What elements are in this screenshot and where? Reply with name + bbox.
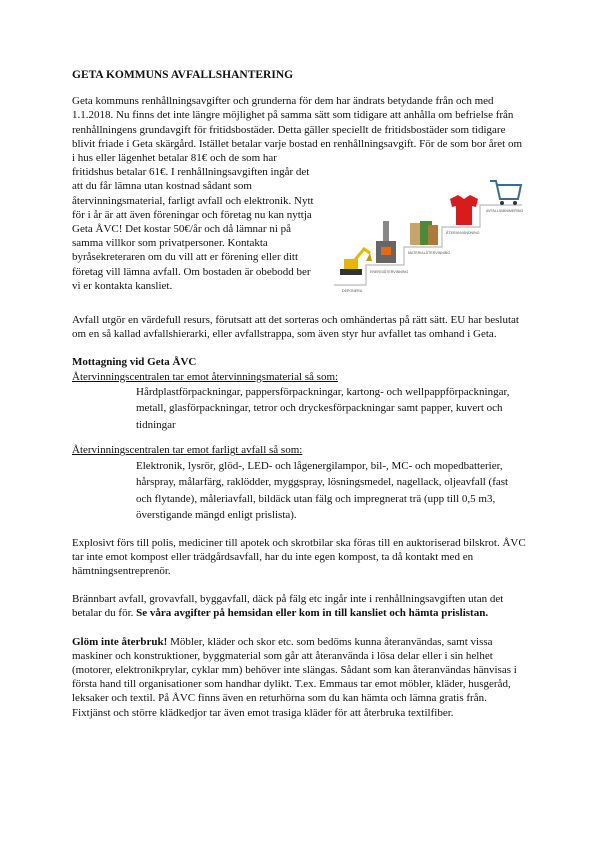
hierarchy-paragraph: Avfall utgör en värdefull resurs, förutsatt att det sorteras och omhändertas på rätt sätt. EU har beslutat om en så kallad avfallshierarki, eller avfallstrappa, som även styr hur avfallet tas omhand i Geta.	[72, 314, 519, 341]
explosives-paragraph: Explosivt förs till polis, mediciner till apotek och skrotbilar ska föras till en auktoriserad bilskrot. ÅVC tar inte emot kompost eller trädgårdsavfall, har du inte egen kompost, ta då kontakt med en hämtningsentreprenör.	[72, 536, 526, 577]
reuse-paragraph	[72, 635, 526, 720]
step-label-3: MATERIALÅTERVINNING	[408, 251, 451, 256]
excavator-icon	[340, 249, 372, 275]
burnable-paragraph	[72, 592, 526, 620]
intro-text-part2: För de som bor året om i hus eller lägenhet betalar 81€ och de som har fritidshus betalar 61€. I renhållningsavgiften ingår det att du får lämna utan kostnad sådant som återvinningsmaterial, farligt avfall och elektronik. Nytt för i år är att även föreningar och företag nu kan nyttja Geta ÅVC! Det kostar 50€/år och då lämnar ni på samma villkor som privatpersoner. Kontakta byråsekreteraren om du vill att er förening eller ditt företag vill lämna avfall. Om bostaden är obebodd ber vi er kontakta kansliet.	[72, 137, 523, 292]
hazardous-intro: Återvinningscentralen tar emot farligt avfall så som:	[72, 444, 303, 457]
reuse-heading: Glöm inte återbruk!	[72, 635, 168, 648]
tshirt-icon	[450, 195, 478, 225]
waste-hierarchy-illustration	[326, 161, 526, 295]
recycling-bags-icon	[410, 221, 438, 245]
shopping-cart-icon	[490, 181, 521, 205]
intro-paragraph	[72, 94, 526, 293]
stove-icon	[376, 221, 396, 263]
page-title: GETA KOMMUNS AVFALLSHANTERING	[72, 69, 294, 81]
hazardous-items: Elektronik, lysrör, glöd-, LED- och lågenergilampor, bil-, MC- och mopedbatterier, hårspray, målarfärg, raklödder, myggspray, lösningsmedel, nagellack, oljeavfall (fast och flytande), måleriavfall, bildäck utan fälg och impregnerat trä (upp till 0,5 m3, överstigande mängd enligt prislista).	[136, 459, 509, 522]
burnable-text: Brännbart avfall, grovavfall, byggavfall, däck på fälg etc ingår inte i renhållningsavgiften utan det betalar du för.	[72, 593, 504, 620]
intro-section	[72, 94, 526, 299]
document-page	[72, 68, 526, 720]
step-label-2: ENERGIÅTERVINNING	[370, 270, 409, 275]
burnable-price-note: Se våra avgifter på hemsidan eller kom in till kansliet och hämta prislistan.	[136, 607, 489, 620]
step-label-5: AVFALLSMINIMERING	[486, 209, 524, 214]
step-label-4: ÅTERANVÄNDNING	[446, 231, 480, 236]
recycling-intro: Återvinningscentralen tar emot återvinningsmaterial så som:	[72, 370, 339, 383]
step-label-1: DEPONERA	[342, 289, 363, 294]
intro-text-part1: Geta kommuns renhållningsavgifter och grunderna för dem har ändrats betydande från och med 1.1.2018. Nu finns det inte längre möjlighet på samma sätt som tidigare att anhålla om befrielse från renhållningens grundavgift för fritidsbostäder. Detta gäller speciellt de fritidsbostäder som tidigare blivit friade i Geta skärgård. Istället betalar varje bostad en renhållningsavgift.	[72, 95, 514, 150]
section-heading: Mottagning vid Geta ÅVC	[72, 356, 197, 369]
reuse-text: Möbler, kläder och skor etc. som bedöms kunna återanvändas, samt vissa maskiner och konstruktioner, byggmaterial som går att återanvända i lösa delar eller i sin helhet (motorer, elektronikprylar, cyklar mm) behöver inte slängas. Sådant som kan återanvändas hänvisas i första hand till organisationer som handhar dylikt. T.ex. Emmaus tar emot möbler, kläder, husgeråd, leksaker och textil. På ÅVC finns även en returhörna som du kan hämta och lämna gratis från. Fixtjänst och större klädkedjor tar även emot trasiga kläder för att återbruka textilfiber.	[72, 635, 517, 719]
recycling-items: Hårdplastförpackningar, pappersförpackningar, kartong- och wellpappförpackningar, metall, glasförpackningar, tetror och dryckesförpackningar samt papper, kuvert och tidningar	[136, 385, 510, 431]
